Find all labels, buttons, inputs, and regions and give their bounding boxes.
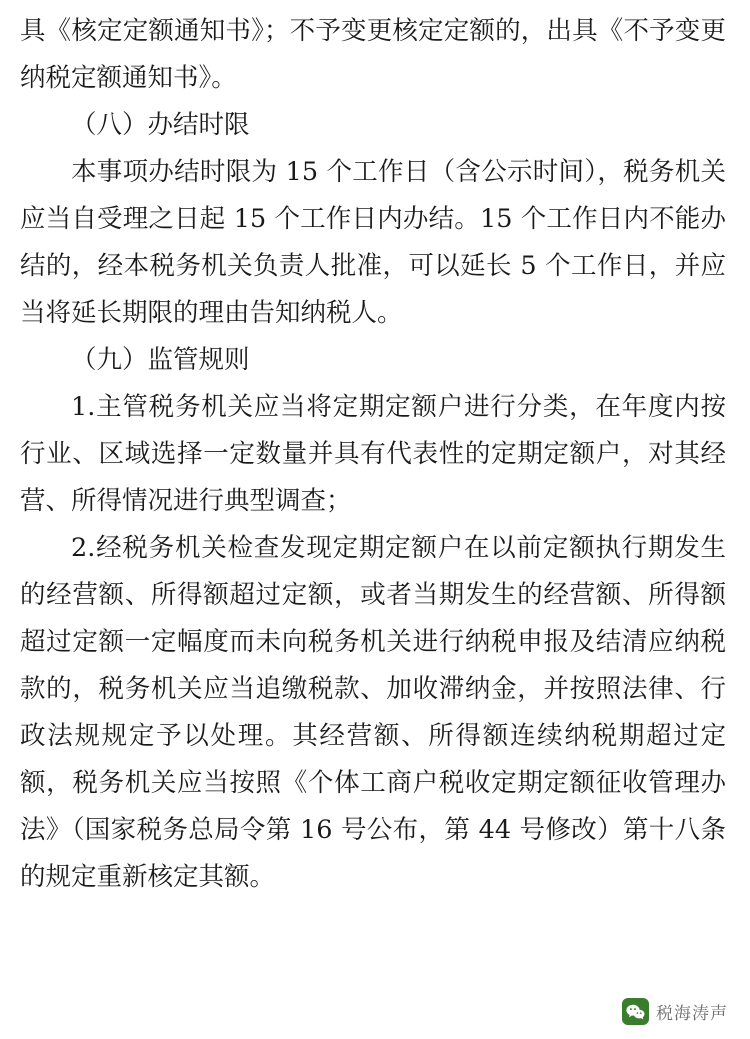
paragraph-body-eight: 本事项办结时限为 15 个工作日（含公示时间），税务机关应当自受理之日起 15 个工作日内办结。15 个工作日内不能办结的，经本税务机关负责人批准，可以延长 5 个工作日，并应当将延长期限的理由告知纳税人。 (20, 157, 726, 328)
paragraph-item-two: 2.经税务机关检查发现定期定额户在以前定额执行期发生的经营额、所得额超过定额，或者当期发生的经营额、所得额超过定额一定幅度而未向税务机关进行纳税申报及结清应纳税款的，税务机关应当追缴税款、加收滞纳金，并按照法律、行政法规规定予以处理。其经营额、所得额连续纳税期超过定额，税务机关应当按照《个体工商户税收定期定额征收管理办法》（国家税务总局令第 16 号公布，第 44 号修改）第十八条的规定重新核定其额。 (20, 533, 726, 892)
wechat-official-account-icon (622, 998, 649, 1025)
paragraph-heading-nine: （九）监管规则 (71, 345, 250, 375)
paragraph-heading-eight: （八）办结时限 (71, 110, 250, 140)
watermark (622, 998, 728, 1025)
watermark-label: 税海涛声 (656, 1004, 728, 1024)
paragraph-item-one: 1.主管税务机关应当将定期定额户进行分类，在年度内按行业、区域选择一定数量并具有代表性的定期定额户，对其经营、所得情况进行典型调查； (20, 392, 726, 516)
paragraph-continuation: 具《核定定额通知书》；不予变更核定定额的，出具《不予变更纳税定额通知书》。 (20, 16, 726, 93)
